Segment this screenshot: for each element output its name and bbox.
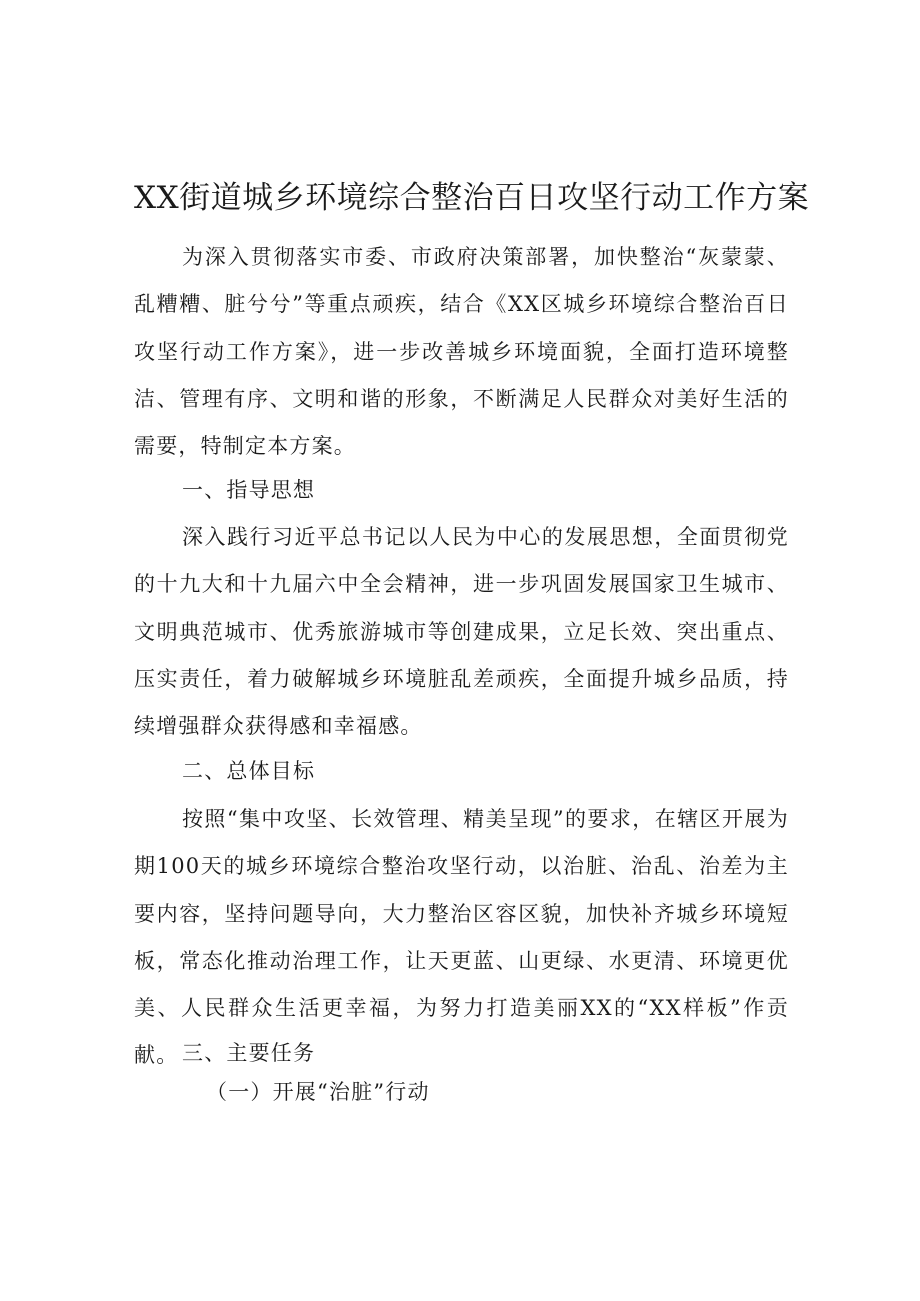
section-heading-overall-goal: 二、总体目标 [182,759,316,783]
overall-goal-paragraph: 按照“集中攻坚、长效管理、精美呈现”的要求，在辖区开展为期100天的城乡环境综合整治攻坚行动，以治脏、治乱、治差为主要内容，坚持问题导向，大力整治区容区貌，加快补齐城乡环境短板，常态化推动治理工作，让天更蓝、山更绿、水更清、环境更优美、人民群众生活更幸福，为努力打造美丽XX的“XX样板”作贡献。 [134,807,789,1068]
section-heading-guiding-ideology: 一、指导思想 [182,478,316,502]
document-title: XX街道城乡环境综合整治百日攻坚行动工作方案 [134,180,810,216]
intro-paragraph: 为深入贯彻落实市委、市政府决策部署，加快整治“灰蒙蒙、乱糟糟、脏兮兮”等重点顽疾，结合《XX区城乡环境综合整治百日攻坚行动工作方案》，进一步改善城乡环境面貌，全面打造环境整洁、管理有序、文明和谐的形象，不断满足人民群众对美好生活的需要，特制定本方案。 [134,245,789,459]
subsection-heading-clean-action: （一）开展“治脏”行动 [206,1080,430,1104]
section-heading-main-tasks: 三、主要任务 [182,1041,316,1065]
guiding-ideology-paragraph: 深入践行习近平总书记以人民为中心的发展思想，全面贯彻党的十九大和十九届六中全会精神，进一步巩固发展国家卫生城市、文明典范城市、优秀旅游城市等创建成果，立足长效、突出重点、压实责任，着力破解城乡环境脏乱差顽疾，全面提升城乡品质，持续增强群众获得感和幸福感。 [134,525,789,739]
